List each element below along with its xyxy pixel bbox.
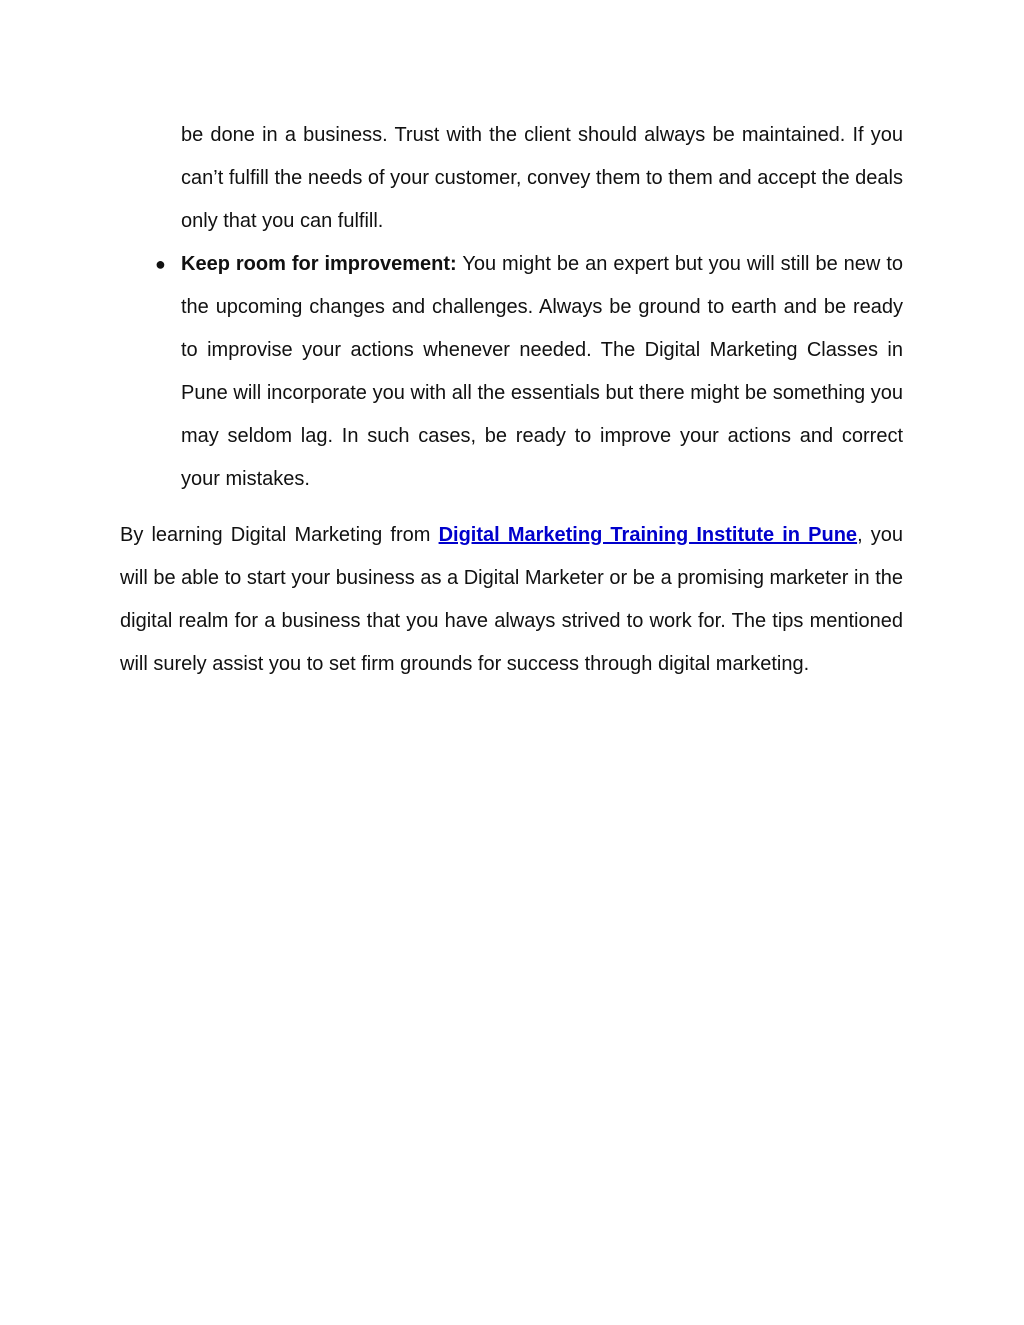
bullet-lead: Keep room for improvement: [181, 253, 457, 275]
bullet-list [155, 243, 903, 501]
training-institute-link[interactable]: Digital Marketing Training Institute in Pune [438, 524, 858, 546]
closing-paragraph [120, 514, 903, 686]
bullet-text: You might be an expert but you will still be new to the upcoming changes and challenges. Always be ground to earth and be ready to improvise your actions whenever needed. The Digital Marketing Classes in Pune will incorporate you with all the essentials but there might be something you may seldom lag. In such cases, be ready to improve your actions and correct your mistakes. [181, 253, 903, 490]
bullet-dot-icon: ● [155, 254, 166, 274]
bullet-item-keep-room [155, 243, 903, 501]
closing-after-link: , you will be able to start your business as a Digital Marketer or be a promising marketer in the digital realm for a business that you have always strived to work for. The tips mentioned will surely assist you to set firm grounds for success through digital marketing. [120, 524, 903, 675]
continuation-paragraph: be done in a business. Trust with the client should always be maintained. If you can’t fulfill the needs of your customer, convey them to them and accept the deals only that you can fulfill. [181, 124, 903, 232]
closing-before-link: By learning Digital Marketing from [120, 524, 439, 546]
